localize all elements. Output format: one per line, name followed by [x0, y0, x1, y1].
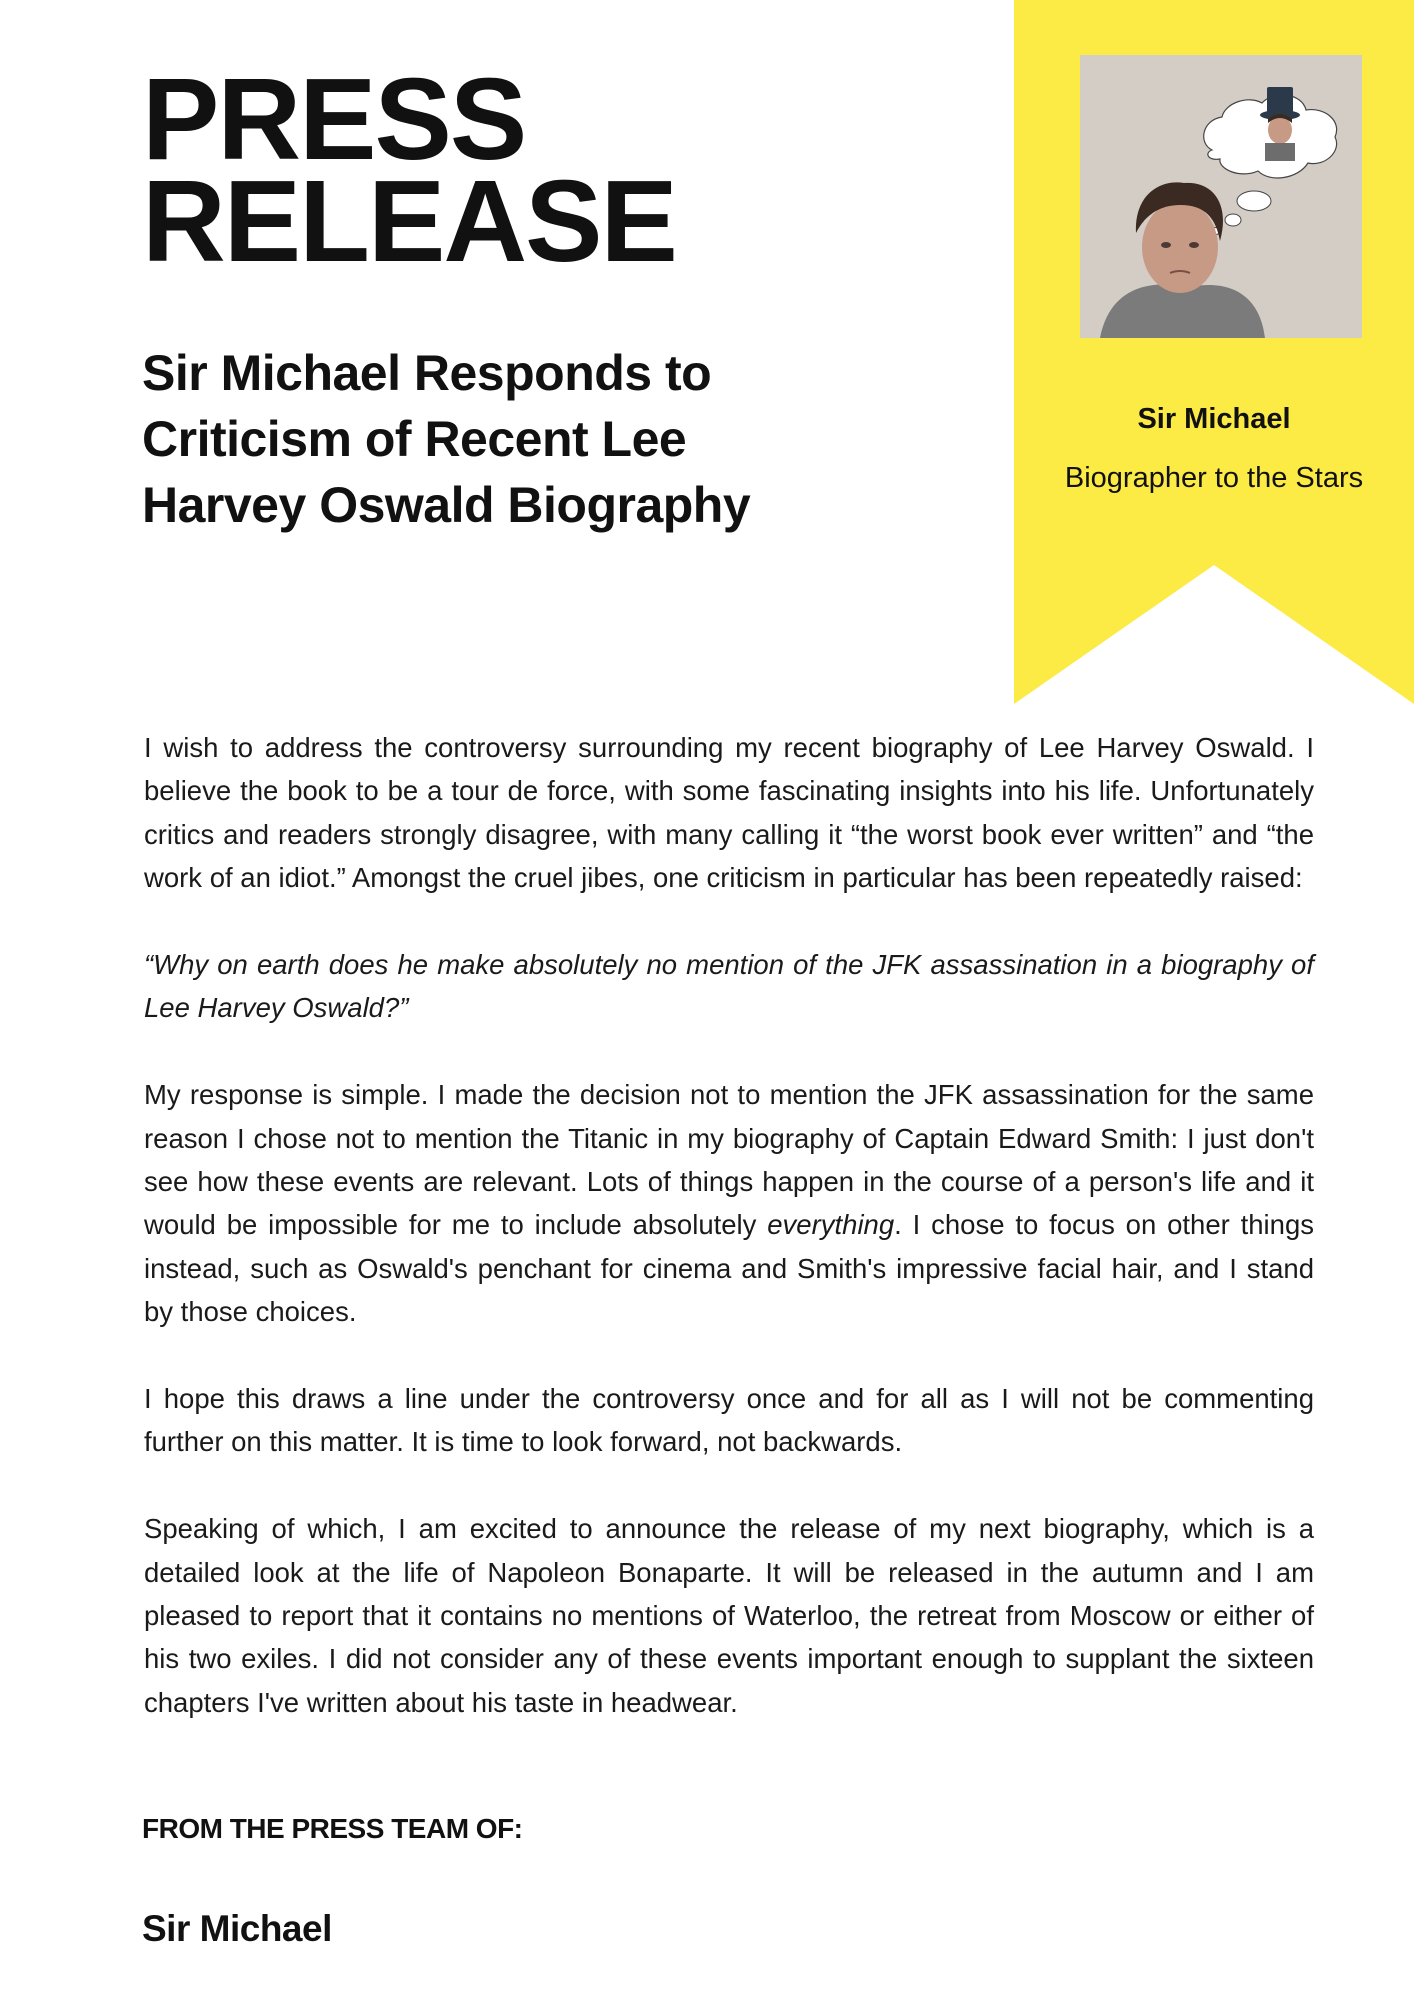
banner-author-role: Biographer to the Stars	[1064, 462, 1364, 494]
press-team-label: FROM THE PRESS TEAM OF:	[142, 1813, 523, 1844]
photo-illustration	[1080, 55, 1362, 338]
headline: Sir Michael Responds to Criticism of Recent Lee Harvey Oswald Biography	[142, 345, 751, 533]
signature: Sir Michael	[142, 1908, 332, 1949]
paragraph-intro: I wish to address the controversy surrounding my recent biography of Lee Harvey Oswald. I believe the book to be a tour de force, with some fascinating insights into his life. Unfortunately critics and readers strongly disagree, with many calling it “the worst book ever written” and “the work of an idiot.” Amongst the cruel jibes, one criticism in particular has been repeatedly raised:	[144, 732, 1314, 894]
paragraph-announcement: Speaking of which, I am excited to announce the release of my next biography, which is a detailed look at the life of Napoleon Bonaparte. It will be released in the autumn and I am pleased to report that it contains no mentions of Waterloo, the retreat from Moscow or either of his two exiles. I did not consider any of these events important enough to supplant the sixteen chapters I've written about his taste in headwear.	[144, 1513, 1314, 1718]
paragraph-response	[144, 1073, 1314, 1333]
response-text-start: My response is simple. I made the decision not to mention the JFK assassination for the same reason I chose not to mention the Titanic in my biography of Captain Edward Smith: I just don't see how these events are relevant. Lots of things happen in the course of a person's life and it would be impossible for me to include absolutely	[144, 1079, 1314, 1241]
paragraph-quote: “Why on earth does he make absolutely no mention of the JFK assassination in a biography of Lee Harvey Oswald?”	[144, 949, 1314, 1024]
author-photo	[1080, 55, 1362, 338]
title-line-2: RELEASE	[142, 156, 676, 286]
banner-author-name: Sir Michael	[1137, 403, 1291, 435]
paragraph-closing: I hope this draws a line under the controversy once and for all as I will not be commenting further on this matter. It is time to look forward, not backwards.	[144, 1383, 1314, 1458]
page-title	[142, 54, 676, 286]
title-line-1: PRESS	[142, 54, 526, 184]
release-body	[144, 726, 1314, 1768]
response-text-end: . I chose to focus on other things instead, such as Oswald's penchant for cinema and Smith's impressive facial hair, and I stand by those choices.	[144, 1209, 1314, 1328]
response-emphasis: everything	[767, 1209, 895, 1241]
